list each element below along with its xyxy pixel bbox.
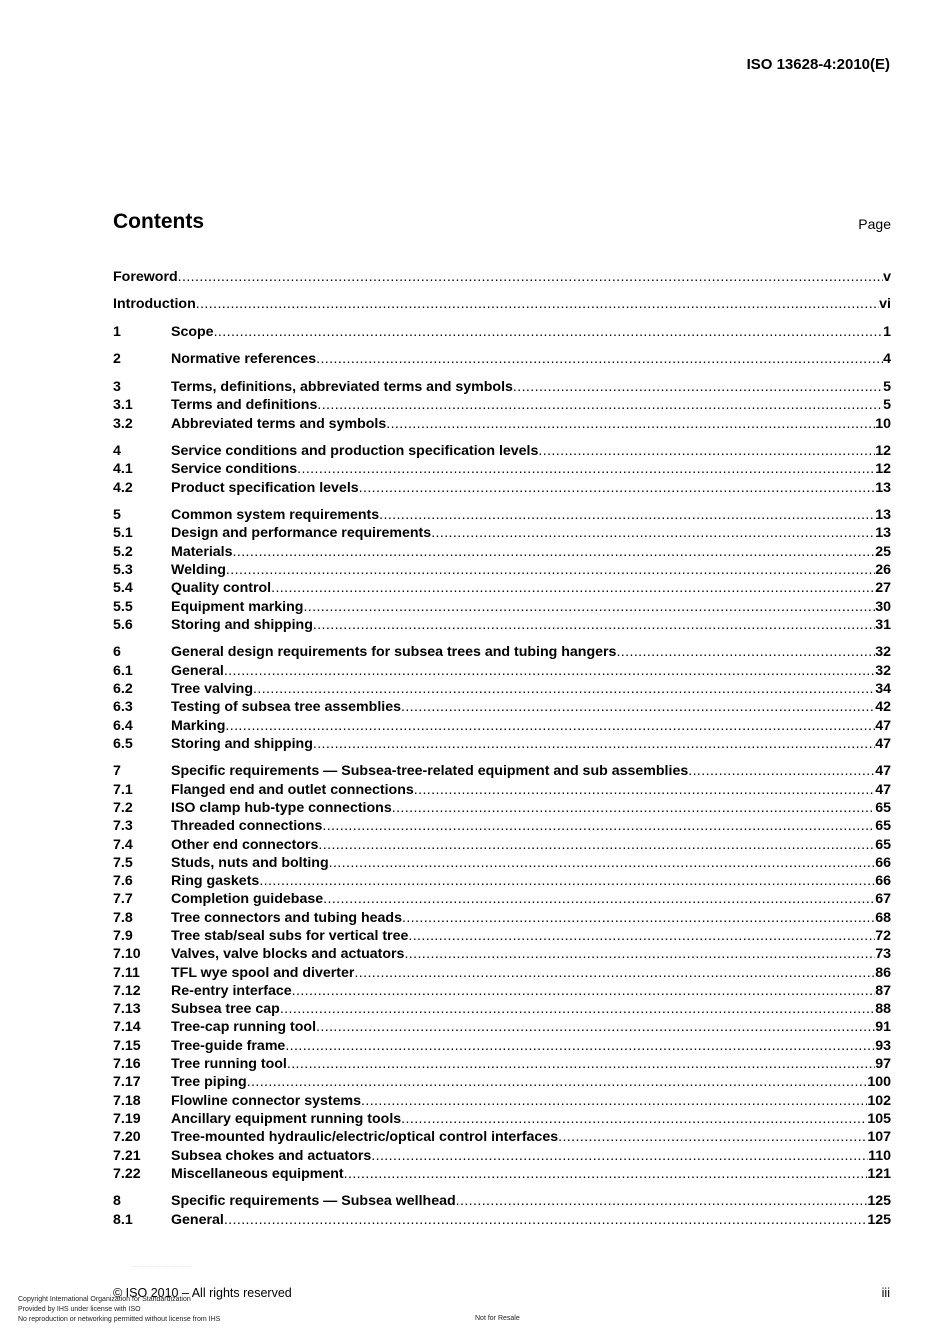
- dot-leader: [253, 680, 875, 698]
- toc-entry-title: Flowline connector systems: [171, 1092, 362, 1109]
- dot-leader: [292, 982, 876, 1000]
- toc-entry[interactable]: [113, 479, 891, 497]
- scan-artifact: .......................: [132, 1263, 194, 1269]
- toc-entry-number: 7.14: [113, 1019, 141, 1036]
- toc-entry-page: 66: [875, 873, 891, 890]
- dot-leader: [233, 543, 876, 561]
- toc-entry-page: 32: [875, 644, 891, 661]
- toc-entry[interactable]: [113, 561, 891, 579]
- toc-entry-number: 1: [113, 323, 121, 340]
- toc-entry-title: Tree connectors and tubing heads: [171, 909, 402, 926]
- toc-entry-page: 47: [875, 735, 891, 752]
- toc-entry-title: Testing of subsea tree assemblies: [171, 699, 401, 716]
- toc-entry-number: 7.22: [113, 1165, 141, 1182]
- toc-entry-number: 5.3: [113, 561, 133, 578]
- dot-leader: [402, 909, 875, 927]
- dot-leader: [344, 1165, 868, 1183]
- dot-leader: [323, 890, 875, 908]
- toc-entry-number: 7.17: [113, 1074, 141, 1091]
- toc-entry-number: 7.5: [113, 854, 133, 871]
- toc-entry[interactable]: [113, 323, 891, 341]
- toc-entry-title: Subsea chokes and actuators: [171, 1147, 372, 1164]
- toc-entry-number: 5: [113, 507, 121, 524]
- dot-leader: [456, 1192, 868, 1210]
- dot-leader: [386, 415, 875, 433]
- toc-entry-number: 7.2: [113, 799, 133, 816]
- toc-entry-page: 105: [867, 1110, 891, 1127]
- toc-entry-title: Materials: [171, 543, 233, 560]
- toc-entry-page: 5: [883, 378, 891, 395]
- toc-entry-page: 88: [875, 1001, 891, 1018]
- toc-entry[interactable]: [113, 927, 891, 945]
- toc-entry-number: 7.4: [113, 836, 133, 853]
- toc-entry-page: 47: [875, 763, 891, 780]
- dot-leader: [359, 479, 876, 497]
- toc-entry-page: 65: [875, 799, 891, 816]
- toc-entry-page: 87: [875, 982, 891, 999]
- not-for-resale: Not for Resale: [475, 1315, 520, 1322]
- toc-entry[interactable]: [113, 1192, 891, 1210]
- toc-entry-title: Completion guidebase: [171, 891, 324, 908]
- dot-leader: [318, 836, 875, 854]
- toc-entry-title: TFL wye spool and diverter: [171, 964, 355, 981]
- toc-entry[interactable]: [113, 781, 891, 799]
- toc-entry[interactable]: [113, 735, 891, 753]
- toc-entry-page: 31: [875, 616, 891, 633]
- toc-entry-title: Quality control: [171, 580, 272, 597]
- dot-leader: [287, 1055, 875, 1073]
- dot-leader: [285, 1037, 875, 1055]
- toc-entry-number: 5.5: [113, 598, 133, 615]
- toc-entry-title: General: [171, 662, 224, 679]
- toc-entry[interactable]: [113, 817, 891, 835]
- toc-entry[interactable]: [113, 890, 891, 908]
- toc-entry-title: Specific requirements — Subsea-tree-related equipment and sub assemblies: [171, 763, 689, 780]
- dot-leader: [313, 735, 875, 753]
- dot-leader: [247, 1073, 868, 1091]
- toc-entry-title: Common system requirements: [171, 507, 380, 524]
- dot-leader: [688, 762, 875, 780]
- toc-entry-number: 7.10: [113, 946, 141, 963]
- toc-entry-number: 4.2: [113, 479, 133, 496]
- toc-group: [113, 643, 891, 753]
- toc-entry-number: 7.6: [113, 873, 133, 890]
- toc-entry-number: 3: [113, 378, 121, 395]
- dot-leader: [354, 964, 875, 982]
- toc-entry-title: Valves, valve blocks and actuators: [171, 946, 405, 963]
- dot-leader: [224, 662, 875, 680]
- toc-entry[interactable]: [113, 1000, 891, 1018]
- dot-leader: [313, 616, 875, 634]
- toc-entry[interactable]: [113, 396, 891, 414]
- toc-entry-number: 7.7: [113, 891, 133, 908]
- toc-entry-number: 4.1: [113, 461, 133, 478]
- toc-entry-title: Introduction: [113, 296, 196, 313]
- toc-entry[interactable]: [113, 854, 891, 872]
- toc-entry-page: 107: [867, 1129, 891, 1146]
- toc-entry-page: 26: [875, 561, 891, 578]
- dot-leader: [196, 295, 879, 313]
- toc-entry[interactable]: [113, 680, 891, 698]
- dot-leader: [392, 799, 875, 817]
- toc-entry-title: Subsea tree cap: [171, 1001, 280, 1018]
- toc-entry[interactable]: [113, 1073, 891, 1091]
- toc-entry-title: Tree valving: [171, 680, 254, 697]
- toc-entry-number: 8: [113, 1193, 121, 1210]
- toc-entry-page: 65: [875, 836, 891, 853]
- toc-entry-number: 5.6: [113, 616, 133, 633]
- toc-entry[interactable]: [113, 415, 891, 433]
- toc-entry-number: 7.19: [113, 1110, 141, 1127]
- dot-leader: [414, 781, 875, 799]
- toc-entry-title: Terms, definitions, abbreviated terms and symbols: [171, 378, 513, 395]
- dot-leader: [538, 442, 875, 460]
- toc-entry-title: Tree-mounted hydraulic/electric/optical control interfaces: [171, 1129, 559, 1146]
- toc-entry-number: 7.21: [113, 1147, 141, 1164]
- toc-entry[interactable]: [113, 1092, 891, 1110]
- toc-entry-number: 6.1: [113, 662, 133, 679]
- toc-entry-title: Re-entry interface: [171, 982, 292, 999]
- toc-entry[interactable]: [113, 909, 891, 927]
- toc-entry-page: 42: [875, 699, 891, 716]
- toc-entry[interactable]: [113, 1147, 891, 1165]
- toc-entry-page: 34: [875, 680, 891, 697]
- toc-entry-title: Storing and shipping: [171, 616, 313, 633]
- toc-entry-title: Abbreviated terms and symbols: [171, 415, 387, 432]
- toc-group: [113, 378, 891, 433]
- toc-entry-number: 7.11: [113, 964, 140, 981]
- dot-leader: [329, 854, 876, 872]
- toc-entry[interactable]: [113, 598, 891, 616]
- toc-entry-page: 66: [875, 854, 891, 871]
- footer-page-number: iii: [881, 1286, 890, 1300]
- toc-entry-page: v: [883, 269, 891, 285]
- toc-entry[interactable]: [113, 1110, 891, 1128]
- toc-entry-number: 5.1: [113, 525, 133, 542]
- toc-entry-title: Studs, nuts and bolting: [171, 854, 329, 871]
- dot-leader: [513, 378, 883, 396]
- toc-entry-title: Ancillary equipment running tools: [171, 1110, 402, 1127]
- license-line: No reproduction or networking permitted without license from IHS: [18, 1316, 221, 1323]
- dot-leader: [322, 817, 875, 835]
- dot-leader: [558, 1128, 867, 1146]
- toc-entry-title: Service conditions and production specification levels: [171, 443, 539, 460]
- toc-entry[interactable]: [113, 799, 891, 817]
- toc-entry[interactable]: [113, 836, 891, 854]
- dot-leader: [316, 350, 883, 368]
- toc-entry-page: 72: [875, 928, 891, 944]
- page-column-label: Page: [858, 216, 891, 232]
- toc-entry-number: 7.8: [113, 909, 133, 926]
- toc-entry-number: 7.1: [113, 781, 133, 798]
- toc-entry-number: 7.18: [113, 1092, 141, 1109]
- toc-entry-page: 27: [875, 580, 891, 597]
- toc-entry-title: Flanged end and outlet connections: [171, 781, 414, 798]
- dot-leader: [316, 1018, 875, 1036]
- toc-entry[interactable]: [113, 616, 891, 634]
- toc-entry[interactable]: [113, 524, 891, 542]
- toc-entry-number: 5.4: [113, 580, 133, 597]
- toc-entry-title: Product specification levels: [171, 479, 359, 496]
- toc-entry[interactable]: [113, 964, 891, 982]
- toc-entry-number: 3.2: [113, 415, 133, 432]
- toc-entry-title: Marking: [171, 717, 226, 734]
- toc-group: [113, 323, 891, 341]
- toc-entry[interactable]: [113, 442, 891, 460]
- toc-entry-page: 47: [875, 717, 891, 734]
- dot-leader: [408, 927, 875, 945]
- dot-leader: [401, 1110, 867, 1128]
- toc-entry-title: Specific requirements — Subsea wellhead: [171, 1193, 456, 1210]
- dot-leader: [297, 460, 875, 478]
- toc-group: [113, 442, 891, 497]
- table-of-contents: [113, 268, 891, 1229]
- footer-copyright: © ISO 2010 – All rights reserved: [113, 1286, 292, 1300]
- toc-entry-title: Tree stab/seal subs for vertical tree: [171, 928, 409, 944]
- toc-entry-title: Service conditions: [171, 461, 298, 478]
- dot-leader: [225, 717, 875, 735]
- toc-entry[interactable]: [113, 762, 891, 780]
- toc-entry-number: 3.1: [113, 397, 133, 414]
- toc-entry-title: Terms and definitions: [171, 397, 318, 414]
- toc-entry-number: 7.3: [113, 818, 133, 835]
- dot-leader: [226, 561, 875, 579]
- toc-entry[interactable]: [113, 1211, 891, 1229]
- dot-leader: [371, 1147, 868, 1165]
- toc-entry-number: 8.1: [113, 1211, 133, 1228]
- toc-entry-number: 7.12: [113, 982, 141, 999]
- toc-entry-page: 121: [867, 1165, 891, 1182]
- toc-entry-number: 6.4: [113, 717, 133, 734]
- toc-entry-title: ISO clamp hub-type connections: [171, 799, 392, 816]
- toc-entry[interactable]: [113, 350, 891, 368]
- toc-entry[interactable]: [113, 1165, 891, 1183]
- dot-leader: [431, 524, 875, 542]
- toc-entry-page: 12: [875, 461, 891, 478]
- toc-group: [113, 1192, 891, 1229]
- toc-entry-title: Design and performance requirements: [171, 525, 432, 542]
- toc-entry-page: 73: [875, 946, 891, 963]
- toc-group: [113, 506, 891, 634]
- toc-entry-number: 7.16: [113, 1056, 141, 1073]
- dot-leader: [361, 1092, 867, 1110]
- license-notice: [18, 1295, 220, 1325]
- toc-entry-number: 6.5: [113, 735, 133, 752]
- toc-entry[interactable]: [113, 268, 891, 286]
- toc-entry-page: 1: [883, 323, 891, 340]
- toc-entry-page: 93: [875, 1037, 891, 1054]
- toc-entry-page: 13: [875, 479, 891, 496]
- dot-leader: [303, 598, 875, 616]
- toc-entry-page: 97: [875, 1056, 891, 1073]
- toc-entry-page: 25: [875, 543, 891, 560]
- toc-group: [113, 268, 891, 286]
- toc-entry-page: 30: [875, 598, 891, 615]
- toc-entry[interactable]: [113, 1037, 891, 1055]
- license-line: Provided by IHS under license with ISO: [18, 1306, 141, 1313]
- toc-entry[interactable]: [113, 662, 891, 680]
- toc-entry-page: 68: [875, 909, 891, 926]
- toc-entry[interactable]: [113, 643, 891, 661]
- toc-entry-title: Normative references: [171, 351, 317, 368]
- toc-entry[interactable]: [113, 378, 891, 396]
- page-title: Contents: [113, 210, 204, 233]
- toc-entry-title: Storing and shipping: [171, 735, 313, 752]
- toc-entry-title: Tree running tool: [171, 1056, 287, 1073]
- dot-leader: [404, 945, 875, 963]
- toc-entry[interactable]: [113, 982, 891, 1000]
- toc-entry[interactable]: [113, 460, 891, 478]
- toc-entry-page: 86: [875, 964, 891, 981]
- toc-entry-number: 7.9: [113, 928, 133, 944]
- dot-leader: [259, 872, 875, 890]
- toc-entry-page: 102: [867, 1092, 891, 1109]
- toc-group: [113, 350, 891, 368]
- toc-entry-page: 91: [875, 1019, 891, 1036]
- toc-entry-page: 32: [875, 662, 891, 679]
- toc-entry[interactable]: [113, 872, 891, 890]
- dot-leader: [317, 396, 883, 414]
- toc-entry-number: 5.2: [113, 543, 133, 560]
- toc-entry-page: 13: [875, 507, 891, 524]
- toc-entry-page: 125: [867, 1211, 891, 1228]
- toc-entry-page: 12: [875, 443, 891, 460]
- toc-entry-page: 47: [875, 781, 891, 798]
- toc-group: [113, 762, 891, 1183]
- toc-entry[interactable]: [113, 717, 891, 735]
- toc-entry-number: 7.20: [113, 1129, 141, 1146]
- standard-identifier: ISO 13628-4:2010(E): [746, 56, 890, 73]
- toc-entry[interactable]: [113, 579, 891, 597]
- dot-leader: [214, 323, 884, 341]
- dot-leader: [379, 506, 875, 524]
- toc-entry[interactable]: [113, 543, 891, 561]
- toc-group: [113, 295, 891, 313]
- toc-entry-title: Equipment marking: [171, 598, 304, 615]
- toc-entry-page: 4: [883, 351, 891, 368]
- toc-entry-number: 7: [113, 763, 121, 780]
- toc-entry-number: 7.13: [113, 1001, 141, 1018]
- toc-entry-page: 110: [868, 1147, 891, 1164]
- toc-entry-title: Ring gaskets: [171, 873, 260, 890]
- toc-entry-title: Tree-cap running tool: [171, 1019, 317, 1036]
- toc-entry-title: Foreword: [113, 269, 178, 285]
- toc-entry-number: 6.3: [113, 699, 133, 716]
- toc-entry-page: 13: [875, 525, 891, 542]
- toc-entry-title: Welding: [171, 561, 226, 578]
- toc-entry-page: vi: [879, 296, 891, 313]
- dot-leader: [178, 268, 883, 286]
- toc-entry[interactable]: [113, 295, 891, 313]
- toc-entry-page: 125: [867, 1193, 891, 1210]
- toc-entry-title: Tree-guide frame: [171, 1037, 286, 1054]
- toc-entry-title: Miscellaneous equipment: [171, 1165, 344, 1182]
- toc-entry-page: 67: [875, 891, 891, 908]
- toc-entry[interactable]: [113, 506, 891, 524]
- toc-entry-title: General design requirements for subsea trees and tubing hangers: [171, 644, 617, 661]
- toc-entry-title: General: [171, 1211, 224, 1228]
- toc-entry-page: 10: [875, 415, 891, 432]
- toc-entry-number: 2: [113, 351, 121, 368]
- toc-entry-title: Other end connectors: [171, 836, 319, 853]
- dot-leader: [224, 1211, 867, 1229]
- toc-entry-title: Tree piping: [171, 1074, 247, 1091]
- toc-entry-page: 5: [883, 397, 891, 414]
- toc-entry-title: Threaded connections: [171, 818, 323, 835]
- toc-entry[interactable]: [113, 1128, 891, 1146]
- toc-entry-number: 6.2: [113, 680, 133, 697]
- dot-leader: [401, 698, 875, 716]
- toc-entry[interactable]: [113, 698, 891, 716]
- dot-leader: [616, 643, 875, 661]
- dot-leader: [280, 1000, 875, 1018]
- toc-entry[interactable]: [113, 1018, 891, 1036]
- toc-entry-title: Scope: [171, 323, 214, 340]
- license-line: Copyright International Organization for Standardization: [18, 1296, 191, 1303]
- toc-entry[interactable]: [113, 1055, 891, 1073]
- toc-entry-page: 65: [875, 818, 891, 835]
- toc-entry-number: 6: [113, 644, 121, 661]
- toc-entry[interactable]: [113, 945, 891, 963]
- toc-entry-number: 7.15: [113, 1037, 141, 1054]
- toc-entry-page: 100: [867, 1074, 891, 1091]
- toc-entry-number: 4: [113, 443, 121, 460]
- dot-leader: [271, 579, 875, 597]
